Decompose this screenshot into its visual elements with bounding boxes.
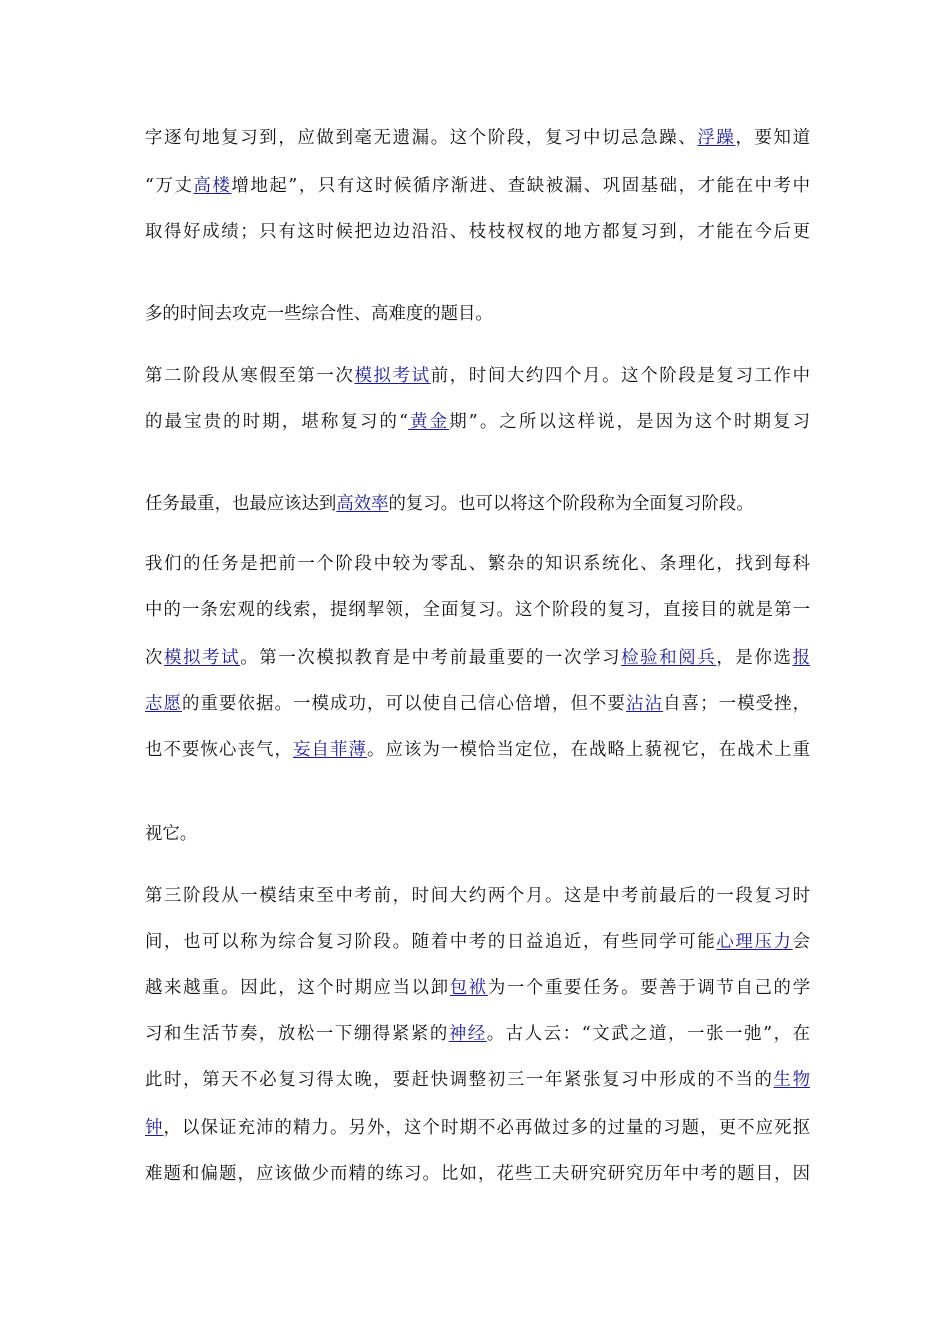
text-run: 第二阶段从寒假至第一次 — [145, 366, 355, 386]
text-run: 。应该为一模恰当定位，在战略上藐视它，在战术上重 — [367, 740, 810, 760]
hyperlink[interactable]: 黄金 — [408, 412, 450, 432]
text-run: 多的时间去攻克一些综合性、高难度的题目。 — [145, 304, 493, 324]
text-run: 中的一条宏观的线索，提纲挈领，全面复习。这个阶段的复习，直接目的就是第一 — [145, 600, 810, 620]
text-run: 任务最重，也最应该达到 — [145, 494, 337, 514]
hyperlink[interactable]: 高效率 — [336, 494, 389, 514]
text-line — [145, 646, 810, 670]
text-line — [145, 884, 810, 908]
text-run: 越来越重。因此，这个时期应当以卸 — [145, 978, 450, 998]
text-line — [145, 174, 810, 198]
text-run: 第三阶段从一模结束至中考前，时间大约两个月。这是中考前最后的一段复习时 — [145, 886, 810, 906]
hyperlink[interactable]: 报 — [792, 648, 810, 668]
text-line — [145, 1068, 810, 1092]
text-run: 增地起”，只有这时候循序渐进、查缺被漏、巩固基础，才能在中考中 — [231, 176, 810, 196]
hyperlink[interactable]: 模拟考试 — [354, 366, 431, 386]
text-run: 取得好成绩；只有这时候把边边沿沿、枝枝杈杈的地方都复习到，才能在今后更 — [145, 222, 810, 242]
text-run: ，以保证充沛的精力。另外，这个时期不必再做过多的过量的习题，更不应死抠 — [163, 1118, 810, 1138]
text-run: 此时，第天不必复习得太晚，要赶快调整初三一年紧张复习中形成的不当的 — [145, 1070, 774, 1090]
text-run: 为一个重要任务。要善于调节自己的学 — [487, 978, 810, 998]
hyperlink[interactable]: 心理压力 — [716, 932, 793, 952]
hyperlink[interactable]: 包袱 — [449, 978, 488, 998]
text-line — [145, 738, 810, 762]
text-run: 我们的任务是把前一个阶段中较为零乱、繁杂的知识系统化、条理化，找到每科 — [145, 554, 810, 574]
hyperlink[interactable]: 钟 — [145, 1118, 164, 1138]
hyperlink[interactable]: 沾沾 — [626, 694, 664, 714]
text-run: 视它。 — [145, 824, 198, 844]
text-line — [145, 822, 810, 846]
text-run: 的重要依据。一模成功，可以使自己信心倍增，但不要 — [182, 694, 627, 714]
text-run: “万丈 — [145, 176, 194, 196]
text-run: 前，时间大约四个月。这个阶段是复习工作中 — [430, 366, 810, 386]
text-run: 期”。之所以这样说，是因为这个时期复习 — [449, 412, 810, 432]
text-run: 难题和偏题，应该做少而精的练习。比如，花些工夫研究研究历年中考的题目，因 — [145, 1164, 810, 1184]
text-line — [145, 976, 810, 1000]
text-run: ，要知道 — [735, 128, 810, 148]
hyperlink[interactable]: 志愿 — [145, 694, 183, 714]
text-line — [145, 692, 810, 716]
hyperlink[interactable]: 生物 — [773, 1070, 810, 1090]
text-run: 。古人云：“文武之道，一张一弛”，在 — [486, 1024, 810, 1044]
text-run: 字逐句地复习到，应做到毫无遗漏。这个阶段，复习中切忌急躁、 — [145, 128, 698, 148]
text-run: 自喜；一模受挫， — [663, 694, 810, 714]
hyperlink[interactable]: 妄自菲薄 — [293, 740, 368, 760]
text-line — [145, 126, 810, 150]
text-line — [145, 1162, 810, 1186]
text-run: 。第一次模拟教育是中考前最重要的一次学习 — [240, 648, 622, 668]
text-line — [145, 220, 810, 244]
text-line — [145, 492, 810, 516]
hyperlink[interactable]: 神经 — [448, 1024, 487, 1044]
text-line — [145, 930, 810, 954]
text-run: 习和生活节奏，放松一下绷得紧紧的 — [145, 1024, 449, 1044]
text-line — [145, 1116, 810, 1140]
text-run: 的复习。也可以将这个阶段称为全面复习阶段。 — [388, 494, 754, 514]
text-line — [145, 552, 810, 576]
text-line — [145, 1022, 810, 1046]
text-run: 的最宝贵的时期，堪称复习的“ — [145, 412, 408, 432]
text-line — [145, 364, 810, 388]
text-line — [145, 302, 810, 326]
hyperlink[interactable]: 模拟考试 — [164, 648, 241, 668]
text-line — [145, 598, 810, 622]
text-line — [145, 410, 810, 434]
hyperlink[interactable]: 浮躁 — [697, 128, 736, 148]
text-run: 次 — [145, 648, 165, 668]
hyperlink[interactable]: 检验和阅兵 — [621, 648, 717, 668]
hyperlink[interactable]: 高楼 — [193, 176, 232, 196]
text-run: ，是你选 — [716, 648, 793, 668]
text-run: 间，也可以称为综合复习阶段。随着中考的日益追近，有些同学可能 — [145, 932, 717, 952]
text-run: 会 — [792, 932, 810, 952]
text-run: 也不要恢心丧气， — [145, 740, 294, 760]
